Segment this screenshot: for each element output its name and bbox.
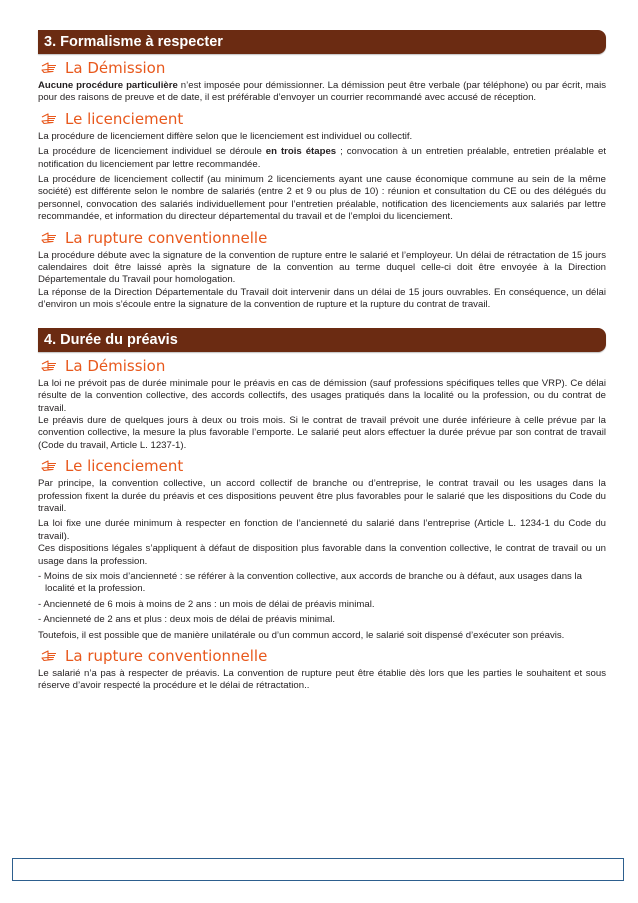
s4-licenciement-p1: Par principe, la convention collective, un accord collectif de branche ou d’entreprise, le contrat travail ou les usages dans la profession fixent la durée du préavis et ces dispositions peuvent être plus favorables pour le salarié que les dispositions du Code du travail. — [38, 478, 606, 514]
s3-licenciement-heading: Le licenciement — [38, 108, 606, 130]
list-item: - Moins de six mois d’ancienneté : se référer à la convention collective, aux accords de branche ou à défaut, aux usages dans la localité et la profession. — [38, 570, 582, 595]
list-item: - Ancienneté de 2 ans et plus : deux mois de délai de préavis minimal. — [38, 614, 336, 626]
s4-demission-p2: Le préavis dure de quelques jours à deux ou trois mois. Si le contrat de travail prévoit une durée inférieure à celle prévue par la convention collective, la mesure la plus favorable l’emporte. Le salarié peut alors effectuer la durée prévue par son contrat de travail (Code du travail, Article L. 1237-1). — [38, 414, 606, 451]
s4-licenciement-p2: La loi fixe une durée minimum à respecter en fonction de l’ancienneté du salarié dans l’entreprise (Article L. 1234-1 du Code du travail). — [38, 518, 606, 542]
s4-licenciement-p3: Ces dispositions légales s’appliquent à défaut de disposition plus favorable dans la convention collective, le contrat de travail ou un usage dans la profession. — [38, 543, 606, 567]
hand-pointing-icon — [41, 360, 57, 372]
section-4-header: 4. Durée du préavis — [38, 328, 606, 352]
s3-rupture-p1: La procédure débute avec la signature de la convention de rupture entre le salarié et l’employeur. Un délai de rétractation de 15 jours calendaires doit être laissé après la signature de la convention au terme duquel celle-ci doit être envoyée à la Direction Départementale du Travail pour homologation. — [38, 249, 606, 286]
s3-licenciement-p2: La procédure de licenciement individuel se déroule en trois étapes ; convocation à un entretien préalable, entretien préalable et notification du licenciement par lettre recommandée. — [38, 146, 606, 170]
section-3-header: 3. Formalisme à respecter — [38, 30, 606, 54]
list-item: - Ancienneté de 6 mois à moins de 2 ans : un mois de délai de préavis minimal. — [38, 598, 375, 610]
s3-rupture-p2: La réponse de la Direction Départementale du Travail doit intervenir dans un délai de 15 jours ouvrables. En conséquence, un délai d’environ un mois s’écoule entre la signature de la convention de rupture et la rupture du contrat de travail. — [38, 286, 606, 311]
s4-licenciement-heading: Le licenciement — [38, 455, 606, 477]
s3-demission-p1: Aucune procédure particulière n’est imposée pour démissionner. La démission peut être verbale (par téléphone) ou par écrit, mais pour des raisons de preuve et de date, il est préférable d’envoyer un courrier recommandé avec accusé de réception. — [38, 80, 606, 104]
hand-pointing-icon — [41, 62, 57, 74]
hand-pointing-icon — [41, 232, 57, 244]
hand-pointing-icon — [41, 113, 57, 125]
s4-rupture-p1: Le salarié n’a pas à respecter de préavis. La convention de rupture peut être établie dès lors que les parties le souhaitent et sous réserve d’avoir respecté la procédure et le délai de rétractation.. — [38, 668, 606, 692]
hand-pointing-icon — [41, 650, 57, 662]
s4-rupture-heading: La rupture conventionnelle — [38, 645, 606, 667]
footer-frame — [12, 858, 624, 881]
s4-demission-p1: La loi ne prévoit pas de durée minimale pour le préavis en cas de démission (sauf professions spécifiques telles que VRP). Ce délai résulte de la convention collective, des accords collectifs, des usages pratiqués dans la localité ou la profession, ou du contrat de travail. — [38, 377, 606, 414]
document-page — [38, 30, 606, 696]
s3-licenciement-p1: La procédure de licenciement diffère selon que le licenciement est individuel ou collectif. — [38, 130, 413, 142]
s3-licenciement-p3: La procédure de licenciement collectif (au minimum 2 licenciements ayant une cause économique commune au sein de la même société) est différente selon le nombre de salariés (entre 2 et 9 ou plus de 10) : réunion et consultation du CE ou des délégués du personnel, convocation des salariés individuellement pour l’entretien préalable, notification des licenciements aux salariés par lettre recommandée, et information du directeur départemental du travail et de l’emploi du licenciement. — [38, 174, 606, 223]
s3-demission-heading: La Démission — [38, 57, 606, 79]
preavis-duration-list — [38, 571, 606, 627]
s4-demission-heading: La Démission — [38, 355, 606, 377]
s4-licenciement-p4: Toutefois, il est possible que de manière unilatérale ou d’un commun accord, le salarié soit dispensé d’exécuter son préavis. — [38, 629, 565, 641]
hand-pointing-icon — [41, 460, 57, 472]
s3-rupture-heading: La rupture conventionnelle — [38, 227, 606, 249]
